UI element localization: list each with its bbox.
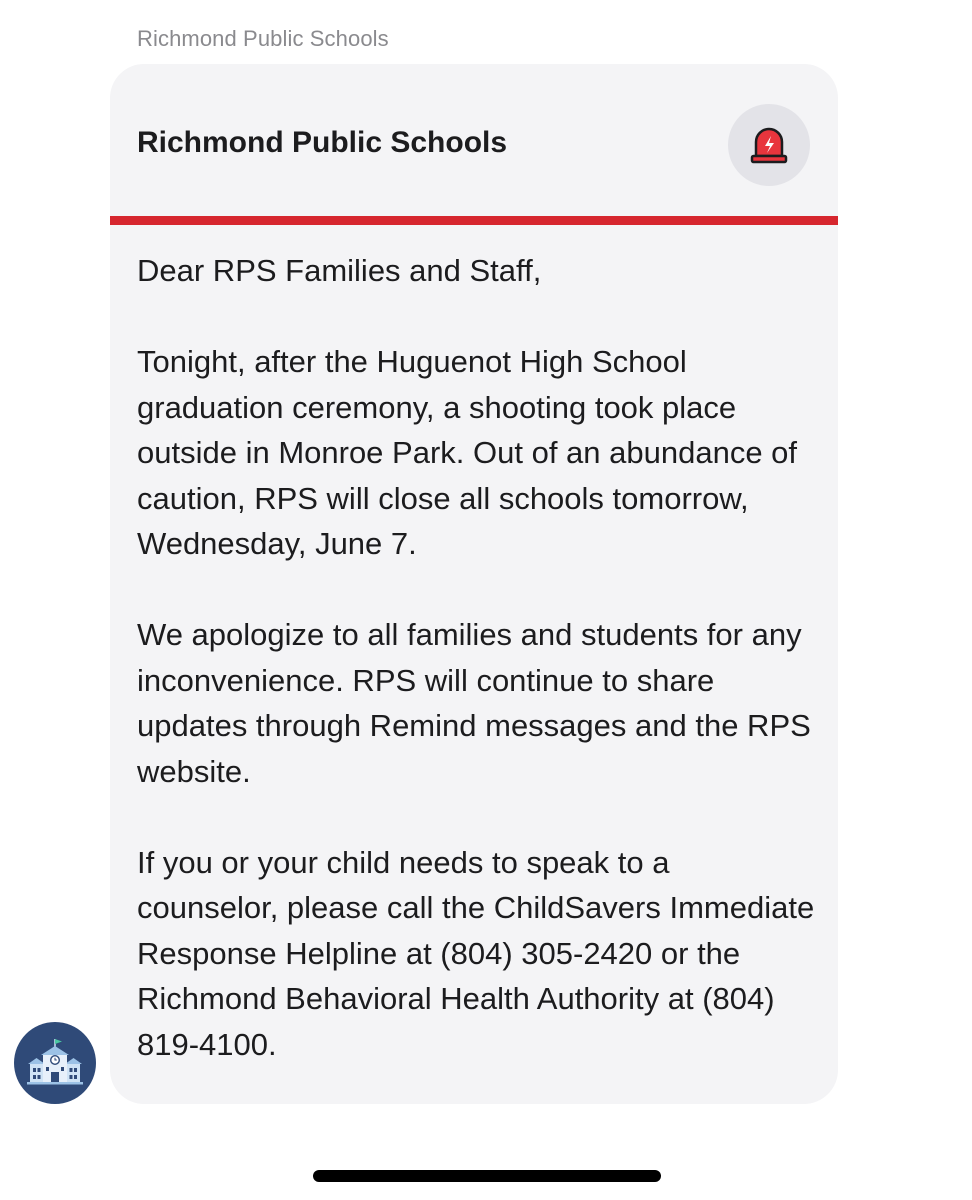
siren-icon <box>728 104 810 186</box>
sender-avatar[interactable] <box>14 1022 96 1104</box>
home-indicator[interactable] <box>313 1170 661 1182</box>
message-bubble[interactable] <box>110 64 838 1104</box>
sender-name: Richmond Public Schools <box>137 26 389 51</box>
message-paragraph: If you or your child needs to speak to a counselor, please call the ChildSavers Immediate Response Helpline at (804) 305-2420 or the Richmond Behavioral Health Authority at (804) 819-4100. <box>137 844 815 1062</box>
school-building-icon <box>25 1036 85 1091</box>
message-paragraph: Tonight, after the Huguenot High School graduation ceremony, a shooting took place outside in Monroe Park. Out of an abundance of caution, RPS will close all schools tomorrow, Wednesday, June 7. <box>137 344 798 561</box>
message-body <box>137 248 817 1067</box>
alert-divider <box>110 216 838 225</box>
message-header <box>110 64 838 216</box>
message-header-title: Richmond Public Schools <box>137 126 508 159</box>
message-paragraph: Dear RPS Families and Staff, <box>137 253 542 288</box>
message-paragraph: We apologize to all families and students for any inconvenience. RPS will continue to share updates through Remind messages and the RPS website. <box>137 617 811 789</box>
